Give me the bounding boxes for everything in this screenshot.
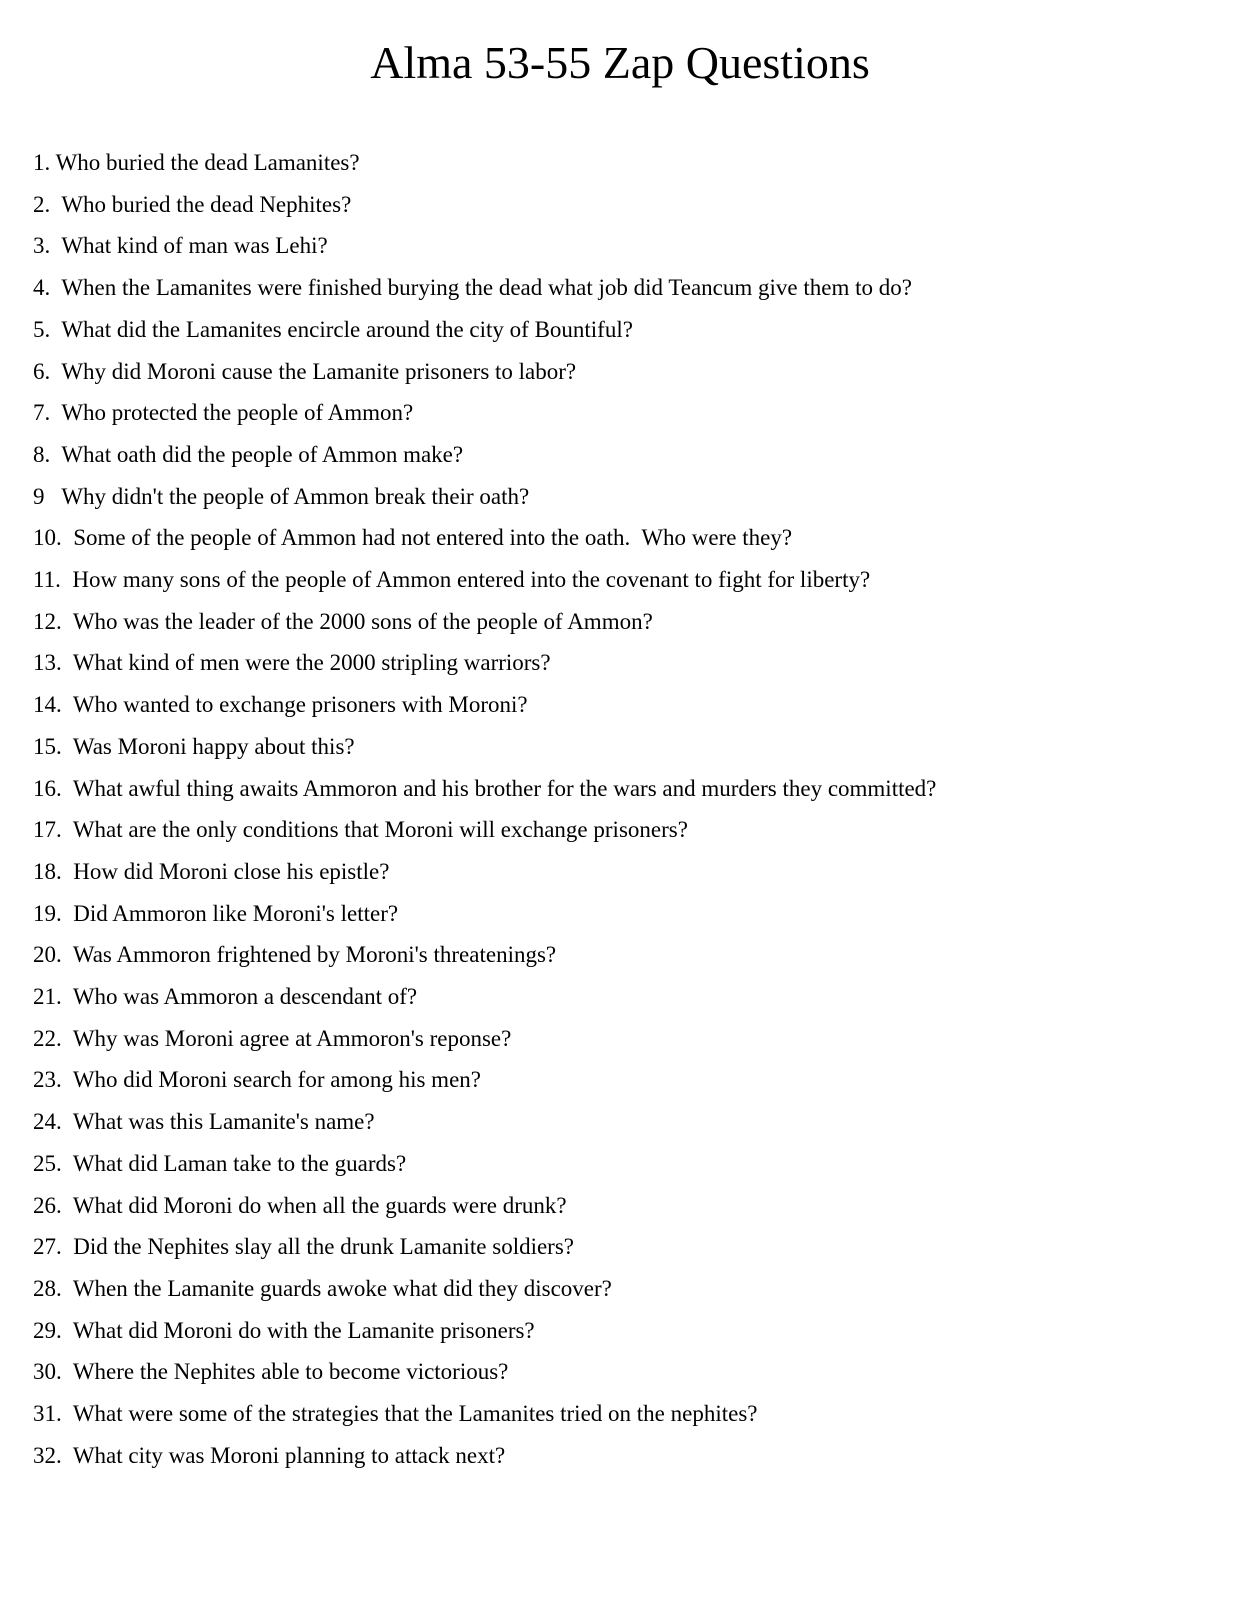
- question-line: 15. Was Moroni happy about this?: [33, 733, 355, 759]
- question-line: 21. Who was Ammoron a descendant of?: [33, 984, 418, 1010]
- question-line: 1. Who buried the dead Lamanites?: [33, 150, 360, 175]
- question-list: [0, 142, 1240, 1477]
- question-line: 19. Did Ammoron like Moroni's letter?: [33, 900, 399, 926]
- question-line: 24. What was this Lamanite's name?: [33, 1109, 375, 1135]
- question-line: 26. What did Moroni do when all the guards were drunk?: [33, 1192, 567, 1218]
- question-line: 31. What were some of the strategies that the Lamanites tried on the nephites?: [33, 1401, 758, 1427]
- question-line: 11. How many sons of the people of Ammon entered into the covenant to fight for liberty?: [33, 567, 871, 593]
- question-line: 28. When the Lamanite guards awoke what did they discover?: [33, 1275, 612, 1301]
- question-line: 16. What awful thing awaits Ammoron and his brother for the wars and murders they committed?: [33, 775, 937, 801]
- question-line: 7. Who protected the people of Ammon?: [33, 400, 414, 426]
- question-line: 30. Where the Nephites able to become victorious?: [33, 1359, 509, 1385]
- question-line: 29. What did Moroni do with the Lamanite prisoners?: [33, 1317, 535, 1343]
- question-line: 3. What kind of man was Lehi?: [33, 233, 328, 259]
- question-line: 22. Why was Moroni agree at Ammoron's reponse?: [33, 1025, 512, 1051]
- question-line: 25. What did Laman take to the guards?: [33, 1150, 407, 1176]
- question-line: 23. Who did Moroni search for among his men?: [33, 1067, 481, 1093]
- question-line: 4. When the Lamanites were finished burying the dead what job did Teancum give them to do?: [33, 275, 912, 301]
- question-line: 27. Did the Nephites slay all the drunk Lamanite soldiers?: [33, 1234, 575, 1260]
- question-line: 6. Why did Moroni cause the Lamanite prisoners to labor?: [33, 358, 577, 384]
- question-line: 13. What kind of men were the 2000 stripling warriors?: [33, 650, 551, 676]
- question-line: 18. How did Moroni close his epistle?: [33, 858, 390, 884]
- question-line: 20. Was Ammoron frightened by Moroni's threatenings?: [33, 942, 557, 968]
- question-line: 2. Who buried the dead Nephites?: [33, 191, 352, 217]
- question-line: 12. Who was the leader of the 2000 sons of the people of Ammon?: [33, 608, 653, 634]
- page-title: Alma 53-55 Zap Questions: [370, 37, 870, 88]
- question-line: 8. What oath did the people of Ammon make?: [33, 441, 464, 467]
- question-line: 32. What city was Moroni planning to attack next?: [33, 1442, 506, 1468]
- question-line: 17. What are the only conditions that Moroni will exchange prisoners?: [33, 817, 688, 843]
- question-line: 9 Why didn't the people of Ammon break their oath?: [33, 483, 530, 509]
- question-line: 10. Some of the people of Ammon had not entered into the oath. Who were they?: [33, 525, 793, 551]
- question-line: 5. What did the Lamanites encircle around the city of Bountiful?: [33, 316, 633, 342]
- question-line: 14. Who wanted to exchange prisoners with Moroni?: [33, 692, 528, 718]
